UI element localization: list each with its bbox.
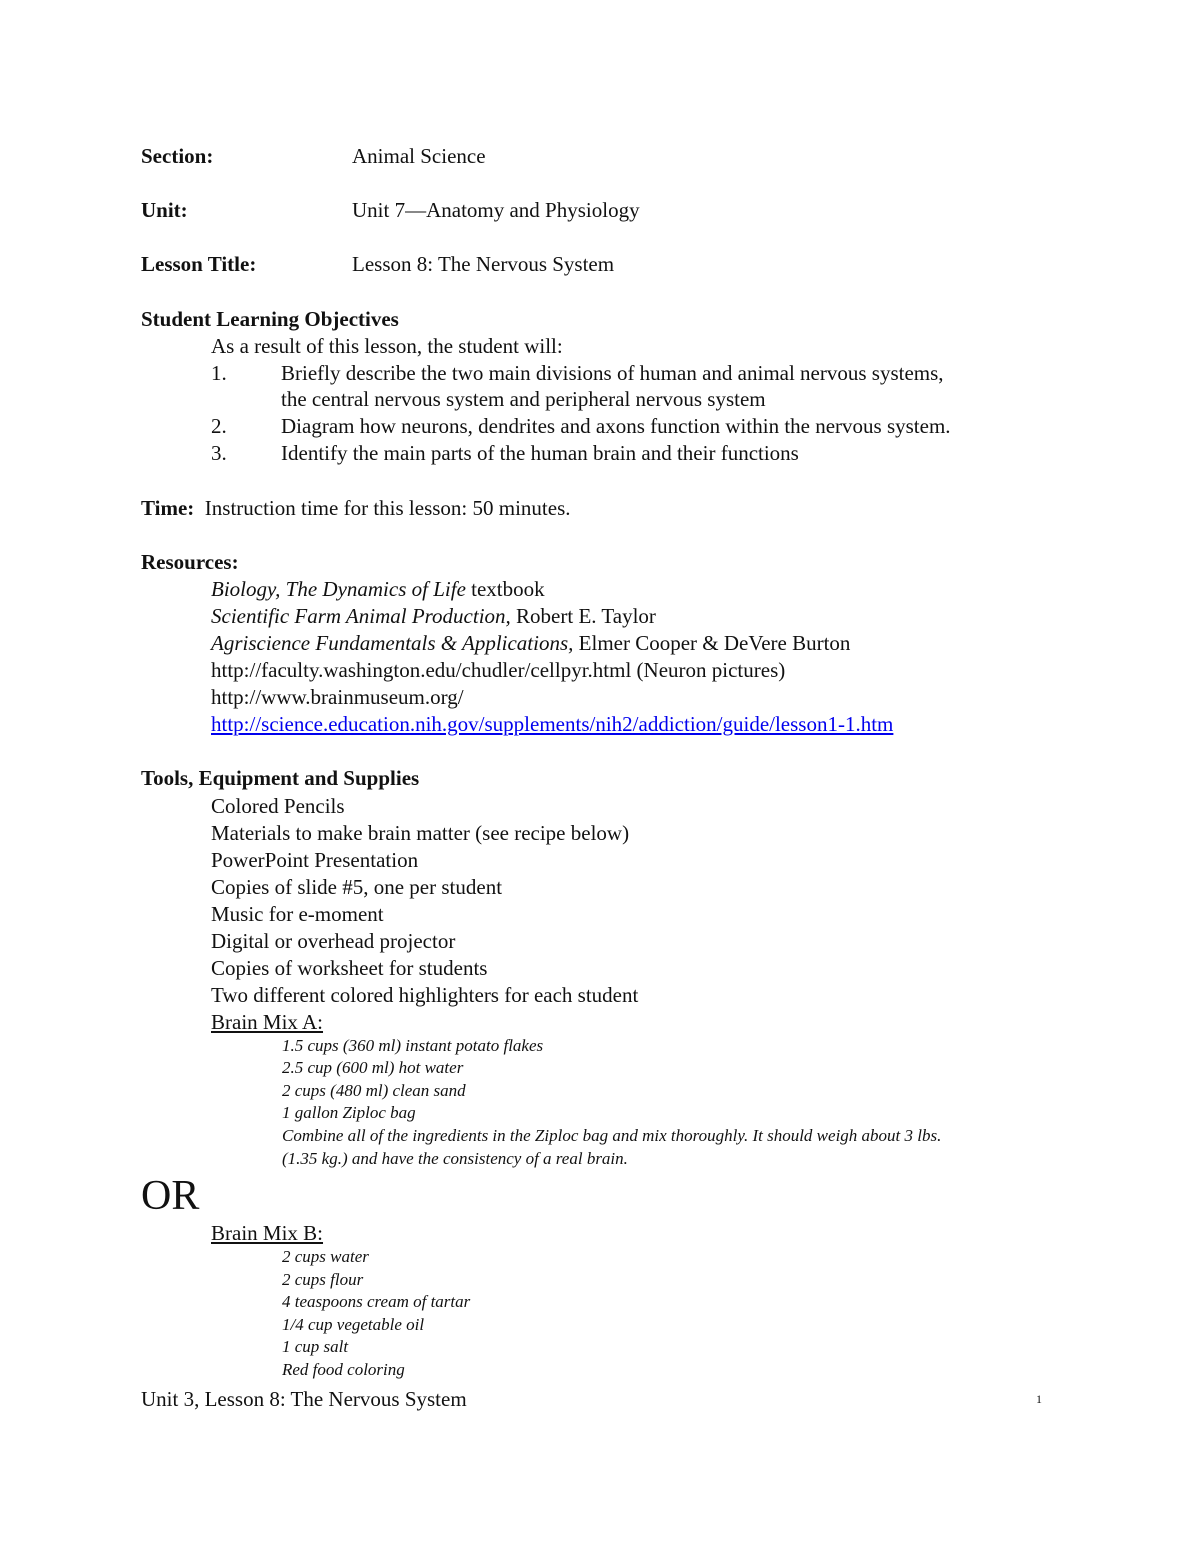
page-footer: Unit 3, Lesson 8: The Nervous System	[141, 1387, 467, 1411]
resource-item	[211, 630, 850, 656]
recipe-line: (1.35 kg.) and have the consistency of a real brain.	[282, 1149, 628, 1168]
objectives-intro: As a result of this lesson, the student will:	[211, 334, 563, 358]
objective-number: 1.	[211, 361, 227, 385]
objective-number: 2.	[211, 414, 227, 438]
page-number: 1	[1036, 1392, 1042, 1406]
resource-suffix: Robert E. Taylor	[516, 604, 656, 628]
brain-mix-a-heading: Brain Mix A:	[211, 1010, 324, 1034]
tool-item: Two different colored highlighters for each student	[211, 983, 639, 1007]
recipe-line: 1.5 cups (360 ml) instant potato flakes	[282, 1036, 544, 1055]
resource-item	[211, 603, 656, 629]
brain-mix-b-heading: Brain Mix B:	[211, 1221, 324, 1245]
recipe-line: 4 teaspoons cream of tartar	[282, 1292, 471, 1311]
section-value: Animal Science	[352, 144, 486, 168]
resource-url: http://faculty.washington.edu/chudler/cellpyr.html (Neuron pictures)	[211, 658, 786, 682]
resource-suffix: Elmer Cooper & DeVere Burton	[578, 631, 851, 655]
objective-text: Diagram how neurons, dendrites and axons function within the nervous system.	[281, 414, 951, 438]
tool-item: Materials to make brain matter (see recipe below)	[211, 821, 630, 845]
time-label: Time:	[141, 496, 195, 520]
tool-item: PowerPoint Presentation	[211, 848, 419, 872]
resource-title: Scientific Farm Animal Production,	[211, 604, 511, 628]
time-line	[141, 495, 571, 521]
objective-number: 3.	[211, 441, 227, 465]
resource-title: Biology, The Dynamics of Life	[211, 577, 466, 601]
lesson-title-value: Lesson 8: The Nervous System	[352, 252, 615, 276]
objective-text: Identify the main parts of the human brain and their functions	[281, 441, 799, 465]
time-text: Instruction time for this lesson: 50 minutes.	[204, 496, 571, 520]
unit-label: Unit:	[141, 198, 188, 222]
section-label: Section:	[141, 144, 214, 168]
unit-value: Unit 7—Anatomy and Physiology	[352, 198, 640, 222]
time-gap	[194, 496, 205, 520]
recipe-line: 1/4 cup vegetable oil	[282, 1315, 425, 1334]
resource-url: http://www.brainmuseum.org/	[211, 685, 464, 709]
recipe-line: Combine all of the ingredients in the Ziploc bag and mix thoroughly. It should weigh about 3 lbs.	[282, 1126, 942, 1145]
recipe-line: 2 cups (480 ml) clean sand	[282, 1081, 466, 1100]
recipe-line: 2 cups water	[282, 1247, 369, 1266]
objectives-heading: Student Learning Objectives	[141, 307, 399, 331]
tool-item: Digital or overhead projector	[211, 929, 456, 953]
tools-heading: Tools, Equipment and Supplies	[141, 766, 420, 790]
tool-item: Colored Pencils	[211, 794, 345, 818]
lesson-title-label: Lesson Title:	[141, 252, 257, 276]
tool-item: Music for e-moment	[211, 902, 384, 926]
tool-item: Copies of worksheet for students	[211, 956, 488, 980]
objective-text-continued: the central nervous system and peripheral nervous system	[281, 387, 766, 411]
recipe-line: Red food coloring	[282, 1360, 405, 1379]
objective-text: Briefly describe the two main divisions of human and animal nervous systems,	[281, 361, 944, 385]
resources-heading: Resources:	[141, 550, 239, 574]
tool-item: Copies of slide #5, one per student	[211, 875, 503, 899]
recipe-line: 2 cups flour	[282, 1270, 364, 1289]
recipe-line: 2.5 cup (600 ml) hot water	[282, 1058, 464, 1077]
resource-title: Agriscience Fundamentals & Applications,	[211, 631, 574, 655]
resource-item	[211, 576, 545, 602]
or-divider: OR	[141, 1173, 200, 1219]
resource-hyperlink[interactable]: http://science.education.nih.gov/supplements/nih2/addiction/guide/lesson1-1.htm	[211, 712, 894, 736]
recipe-line: 1 gallon Ziploc bag	[282, 1103, 416, 1122]
recipe-line: 1 cup salt	[282, 1337, 349, 1356]
resource-suffix: textbook	[471, 577, 545, 601]
